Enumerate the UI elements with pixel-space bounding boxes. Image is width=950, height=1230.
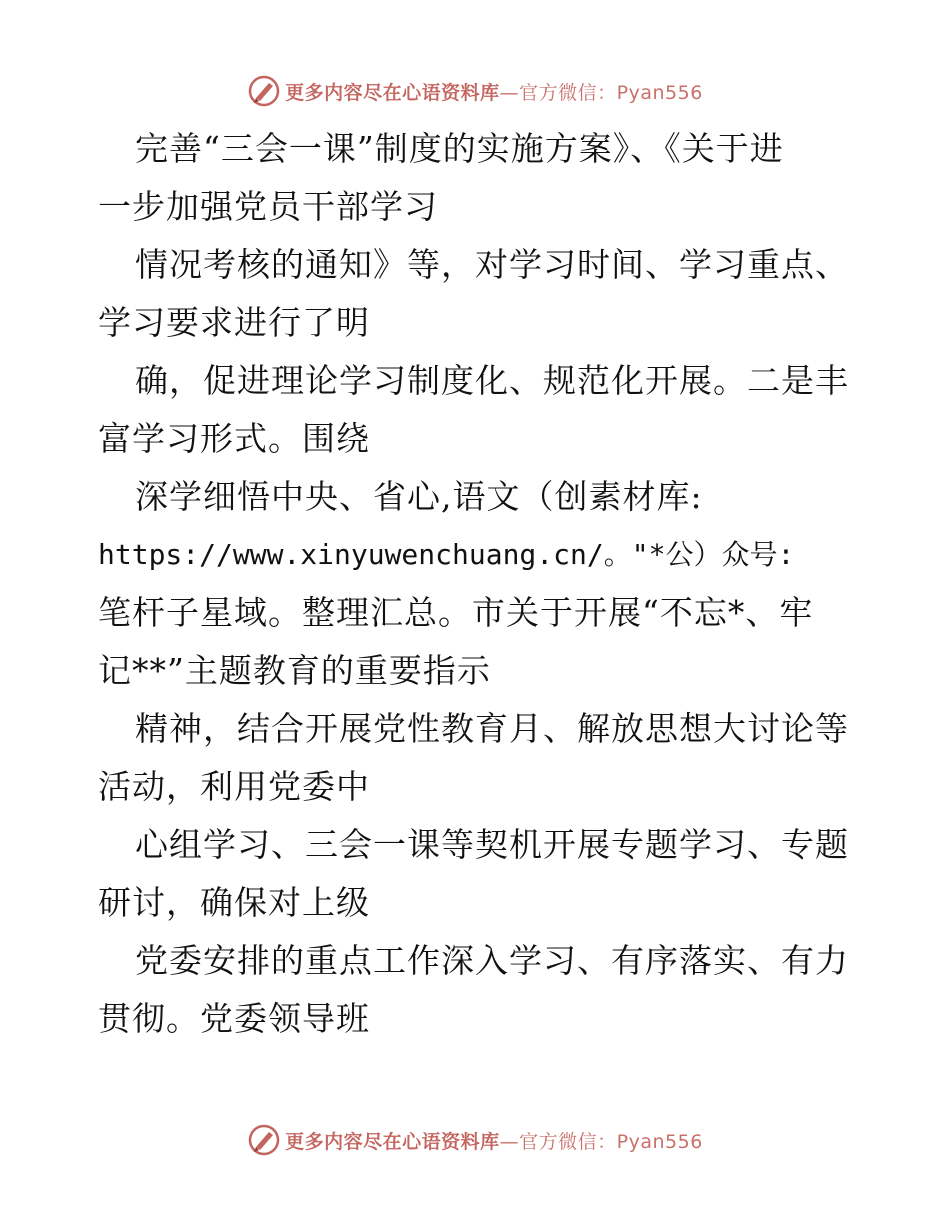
paragraph-line: 笔杆子星域。整理汇总。市关于开展“不忘*、牢	[98, 593, 814, 632]
paragraph-line: 精神，结合开展党性教育月、解放思想大讨论等	[135, 709, 849, 748]
watermark-dash: —	[499, 81, 520, 104]
paragraph-line: 党委安排的重点工作深入学习、有序落实、有力	[135, 941, 849, 980]
watermark-contact: 官方微信：Pyan556	[519, 1130, 703, 1153]
watermark-brand: 更多内容尽在心语资料库	[285, 1130, 500, 1153]
paragraph-line: 研讨，确保对上级	[98, 883, 370, 922]
footer-watermark	[0, 1120, 950, 1160]
paragraph-line: 活动，利用党委中	[98, 767, 370, 806]
header-watermark	[0, 71, 950, 111]
pen-circle-logo-icon	[247, 1123, 281, 1157]
watermark-contact: 官方微信：Pyan556	[519, 81, 703, 104]
paragraph-line: 心组学习、三会一课等契机开展专题学习、专题	[135, 825, 849, 864]
document-body	[98, 120, 858, 1048]
watermark-dash: —	[499, 1130, 520, 1153]
paragraph-line: 完善“三会一课”制度的实施方案》、《关于进	[135, 129, 784, 168]
paragraph-line: 一步加强党员干部学习	[98, 187, 438, 226]
watermark-text	[285, 1127, 703, 1154]
paragraph-line: 记**”主题教育的重要指示	[98, 651, 491, 690]
paragraph-line: 深学细悟中央、省心,语文（创素材库:	[135, 477, 703, 516]
paragraph-line: 确，促进理论学习制度化、规范化开展。二是丰	[135, 361, 849, 400]
paragraph-line: 富学习形式。围绕	[98, 419, 370, 458]
paragraph-line: 学习要求进行了明	[98, 303, 370, 342]
paragraph-line: 情况考核的通知》等，对学习时间、学习重点、	[135, 245, 849, 284]
paragraph-line: 贯彻。党委领导班	[98, 999, 370, 1038]
watermark-text	[285, 78, 703, 105]
paragraph-line-url: https://www.xinyuwenchuang.cn/。"*公）众号:	[98, 538, 795, 571]
pen-circle-logo-icon	[247, 74, 281, 108]
watermark-brand: 更多内容尽在心语资料库	[285, 81, 500, 104]
